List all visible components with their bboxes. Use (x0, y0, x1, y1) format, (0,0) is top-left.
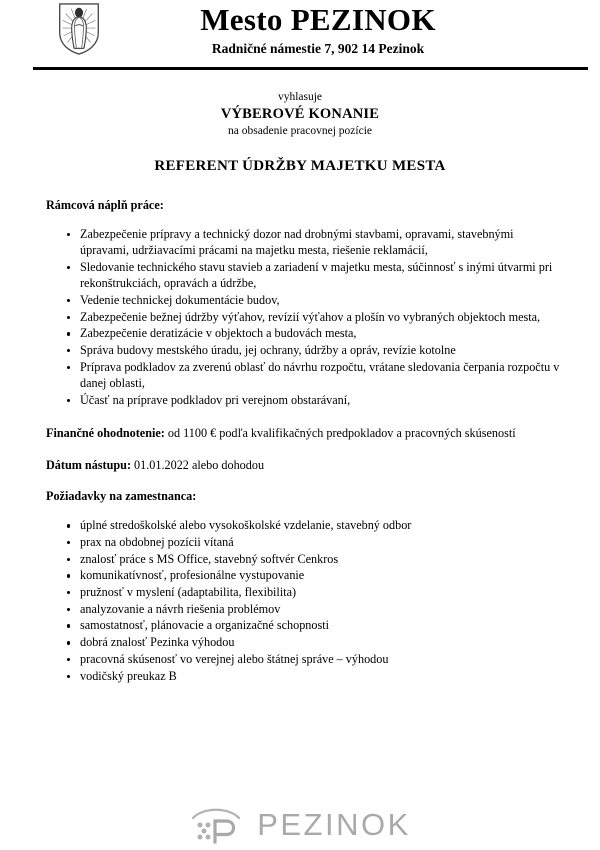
list-item: Účasť na príprave podkladov pri verejnom obstarávaní, (46, 392, 562, 408)
salary-label: Finančné ohodnotenie: (46, 426, 165, 441)
requirements-heading: Požiadavky na zamestnanca: (46, 489, 197, 504)
page-title: Mesto PEZINOK (200, 2, 436, 37)
start-date-value: 01.01.2022 alebo dohodou (134, 457, 265, 472)
list-item: Sledovanie technického stavu stavieb a zariadení v majetku mesta, súčinnosť s inými útvarmi pri rekonštrukciách, opravách a údržbe, (46, 259, 562, 291)
start-date-paragraph (46, 457, 562, 474)
salary-value: od 1100 € podľa kvalifikačných predpokladov a pracovných skúseností (167, 426, 516, 441)
announcement-subtitle: na obsadenie pracovnej pozície (227, 125, 372, 137)
list-item: komunikatívnosť, profesionálne vystupovanie (46, 567, 562, 583)
city-address: Radničné námestie 7, 902 14 Pezinok (211, 41, 425, 56)
salary-paragraph (46, 425, 562, 442)
pezinok-coat-of-arms-icon (57, 2, 101, 56)
document-body (0, 197, 600, 684)
list-item: pružnosť v myslení (adaptabilita, flexibilita) (46, 584, 562, 600)
footer-logo (0, 804, 600, 844)
announcement-type: VÝBEROVÉ KONANIE (220, 106, 380, 122)
pezinok-grape-p-logo-icon (189, 804, 243, 844)
list-item: Vedenie technickej dokumentácie budov, (46, 292, 562, 308)
list-item: Správa budovy mestského úradu, jej ochrany, údržby a opráv, revízie kotolne (46, 342, 562, 358)
list-item: znalosť práce s MS Office, stavebný softvér Cenkros (46, 551, 562, 567)
list-item: dobrá znalosť Pezinka výhodou (46, 634, 562, 650)
list-item: Zabezpečenie deratizácie v objektoch a budovách mesta, (46, 325, 562, 341)
requirements-list (46, 517, 562, 684)
list-item: Príprava podkladov za zverenú oblasť do návrhu rozpočtu, vrátane sledovania čerpania rozpočtu v danej oblasti, (46, 359, 562, 391)
list-item: úplné stredoškolské alebo vysokoškolské vzdelanie, stavebný odbor (46, 517, 562, 533)
list-item: vodičský preukaz B (46, 668, 562, 684)
list-item: samostatnosť, plánovacie a organizačné schopnosti (46, 617, 562, 633)
start-date-label: Dátum nástupu: (46, 457, 131, 472)
list-item: Zabezpečenie prípravy a technický dozor nad drobnými stavbami, opravami, stavebnými úpravami, udržiavacími prácami na majetku mesta, riešenie reklamácií, (46, 226, 562, 258)
announcement-block (0, 90, 600, 139)
job-scope-heading: Rámcová náplň práce: (46, 198, 164, 212)
header-divider (33, 67, 588, 70)
footer-logo-text: PEZINOK (257, 806, 411, 842)
document-header (0, 0, 600, 64)
list-item: analyzovanie a návrh riešenia problémov (46, 601, 562, 617)
list-item: pracovná skúsenosť vo verejnej alebo štátnej správe – výhodou (46, 651, 562, 667)
list-item: prax na obdobnej pozícii vítaná (46, 534, 562, 550)
announcement-verb: vyhlasuje (277, 91, 323, 103)
job-scope-list (46, 226, 562, 408)
list-item: Zabezpečenie bežnej údržby výťahov, revízií výťahov a plošín vo vybraných objektoch mesta, (46, 309, 562, 325)
position-title: REFERENT ÚDRŽBY MAJETKU MESTA (154, 158, 446, 174)
